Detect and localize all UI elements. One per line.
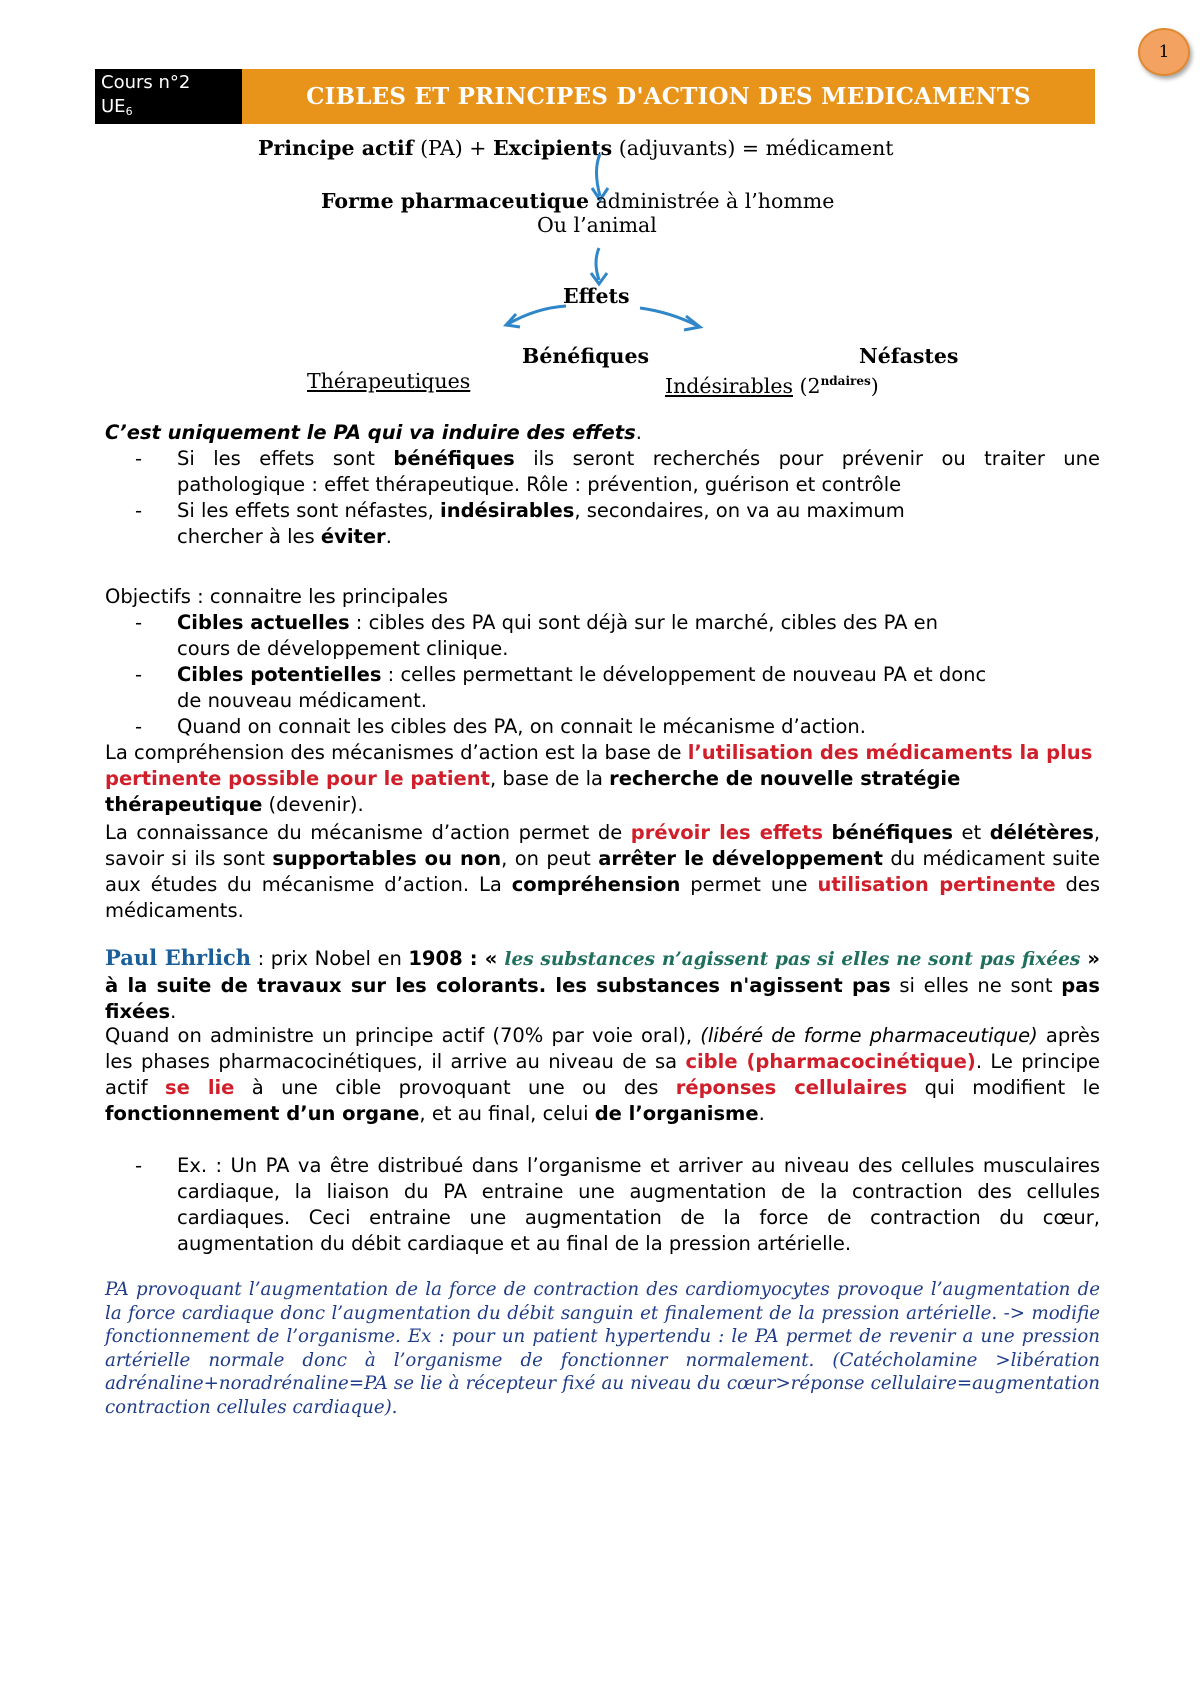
page-title: CIBLES ET PRINCIPES D'ACTION DES MEDICAMENTS bbox=[242, 69, 1095, 124]
diagram-indesirables: Indésirables $(2^{ndaires})$ bbox=[665, 373, 879, 398]
intro-section bbox=[105, 420, 1100, 550]
objectifs-intro: Objectifs : connaitre les principales bbox=[105, 585, 449, 608]
ue-label: $UE_6$ bbox=[101, 96, 133, 118]
diagram-effets: Effets bbox=[563, 284, 630, 308]
arrow-right-branch bbox=[636, 300, 706, 334]
course-number: Cours n°2 bbox=[101, 72, 191, 93]
list-item: - Quand on connait les cibles des PA, on connait le mécanisme d’action. bbox=[135, 715, 866, 738]
diagram-line-3: Ou l’animal bbox=[537, 213, 657, 237]
diagram-therapeutiques: Thérapeutiques bbox=[307, 369, 471, 393]
objectifs-section bbox=[105, 584, 1100, 818]
ehrlich-paragraph: Paul Ehrlich : prix Nobel en 1908 : « les substances n’agissent pas si elles ne sont pas fixées » à la suite de travaux sur les colorants. les substances n'agissent pas si elles ne sont pas fixées. bbox=[105, 945, 1100, 1023]
diagram-line-1: Principe actif (PA) + Excipients (adjuvants) = médicament bbox=[258, 136, 894, 160]
arrow-down-2 bbox=[588, 246, 610, 288]
comprehension-paragraph: La compréhension des mécanismes d’action est la base de l’utilisation des médicaments la plus pertinente possible pour le patient, base de la recherche de nouvelle stratégie thérapeutique (devenir). bbox=[105, 741, 1093, 816]
list-item: - Cibles actuelles : cibles des PA qui sont déjà sur le marché, cibles des PA en cours de développement clinique. bbox=[135, 611, 939, 660]
list-item: - Cibles potentielles : celles permettant le développement de nouveau PA et donc de nouveau médicament. bbox=[135, 663, 987, 712]
list-item: - Si les effets sont néfastes, indésirables, secondaires, on va au maximum chercher à les éviter. bbox=[135, 499, 905, 548]
diagram-nefastes: Néfastes bbox=[859, 344, 959, 368]
page-number: 1 bbox=[1158, 42, 1170, 62]
diagram-line-2: Forme pharmaceutique administrée à l’homme bbox=[321, 189, 835, 213]
diagram-benefiques: Bénéfiques bbox=[522, 344, 650, 368]
administration-paragraph: Quand on administre un principe actif (70% par voie oral), (libéré de forme pharmaceutique) après les phases pharmacocinétiques, il arrive au niveau de sa cible (pharmacocinétique). Le principe actif se lie à une cible provoquant une ou des réponses cellulaires qui modifient le fonctionnement d’un organe, et au final, celui de l’organisme. bbox=[105, 1024, 1101, 1125]
page-number-badge bbox=[1138, 28, 1190, 76]
list-item: - Ex. : Un PA va être distribué dans l’organisme et arriver au niveau des cellules musculaires cardiaque, la liaison du PA entraine une augmentation de la contraction des cellules cardiaques. Ceci entraine une augmentation de la force de contraction du cœur, augmentation du débit cardiaque et au final de la pression artérielle. bbox=[135, 1154, 1100, 1255]
intro-statement: C’est uniquement le PA qui va induire des effets. bbox=[105, 421, 642, 444]
example-block bbox=[105, 1153, 1100, 1257]
list-item: - Si les effets sont bénéfiques ils seront recherchés pour prévenir ou traiter une pathologique : effet thérapeutique. Rôle : prévention, guérison et contrôle bbox=[135, 447, 1100, 496]
conclusion-paragraph: PA provoquant l’augmentation de la force de contraction des cardiomyocytes provoque l’augmentation de la force cardiaque donc l’augmentation du débit sanguin et finalement de la pression artérielle. -> modifie fonctionnement de l’organisme. Ex : pour un patient hypertendu : le PA permet de revenir a une pression artérielle normale donc à l’organisme de fonctionner normalement. (Catécholamine >libération adrénaline+noradrénaline=PA se lie à récepteur fixé au niveau du cœur>réponse cellulaire=augmentation contraction cellules cardiaque). bbox=[105, 1279, 1100, 1418]
connaissance-paragraph: La connaissance du mécanisme d’action permet de prévoir les effets bénéfiques et délétères, savoir si ils sont supportables ou non, on peut arrêter le développement du médicament suite aux études du mécanisme d’action. La compréhension permet une utilisation pertinente des médicaments. bbox=[105, 821, 1101, 922]
arrow-left-branch bbox=[500, 298, 570, 332]
course-label-box bbox=[95, 69, 242, 124]
